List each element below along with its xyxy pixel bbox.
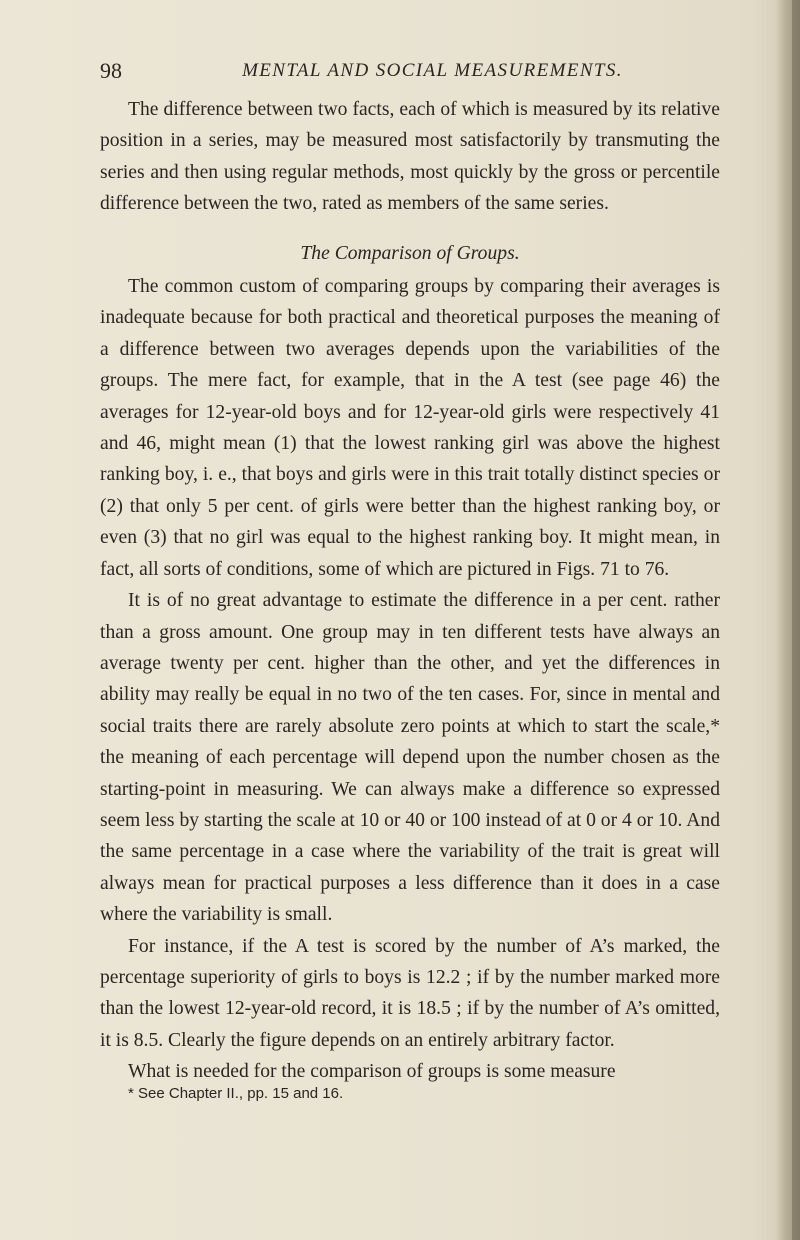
paragraph-3: It is of no great advantage to estimate the difference in a per cent. rather than a gross amount. One group may in ten different tests have always an average twenty per cent. higher than the other, and yet the differences in ability may really be equal in no two of the ten cases. For, since in mental and social traits there are rarely absolute zero points at which to start the scale,* the meaning of each percentage will depend upon the number chosen as the starting-point in measuring. We can always make a difference so expressed seem less by starting the scale at 10 or 40 or 100 instead of at 0 or 4 or 10. And the same percentage in a case where the variability of the trait is great will always mean for practical purposes a less difference than it does in a case where the variability is small. — [100, 590, 720, 926]
paragraph-5: What is needed for the comparison of groups is some measure — [128, 1061, 616, 1083]
footnote: * See Chapter II., pp. 15 and 16. — [128, 1084, 344, 1102]
section-heading: The Comparison of Groups. — [300, 242, 520, 264]
page-number: 98 — [100, 58, 122, 83]
running-title: MENTAL AND SOCIAL MEASUREMENTS. — [242, 60, 623, 81]
paragraph-1: The difference between two facts, each of which is measured by its relative position in a series, may be measured most satisfactorily by transmuting the series and then using regular methods, most quickly by the gross or percentile difference between the two, rated as members of the same series. — [100, 99, 720, 215]
paragraph-2: The common custom of comparing groups by comparing their averages is inadequate because for both practical and theoretical purposes the meaning of a difference between two averages depends upon the variabilities of the groups. The mere fact, for example, that in the A test (see page 46) the averages for 12-year-old boys and for 12-year-old girls were respectively 41 and 46, might mean (1) that the lowest ranking girl was above the highest ranking boy, i. e., that boys and girls were in this trait totally distinct species or (2) that only 5 per cent. of girls were better than the highest ranking boy, or even (3) that no girl was equal to the highest ranking boy. It might mean, in fact, all sorts of conditions, some of which are pictured in Figs. 71 to 76. — [100, 276, 720, 580]
running-head — [100, 58, 720, 88]
body-text — [100, 94, 720, 1104]
paragraph-4: For instance, if the A test is scored by the number of A’s marked, the percentage superiority of girls to boys is 12.2 ; if by the number marked more than the lowest 12-year-old record, it is 18.5 ; if by the number of A’s omitted, it is 8.5. Clearly the figure depends on an entirely arbitrary factor. — [100, 935, 720, 1051]
page-edge-binding — [792, 0, 800, 1240]
